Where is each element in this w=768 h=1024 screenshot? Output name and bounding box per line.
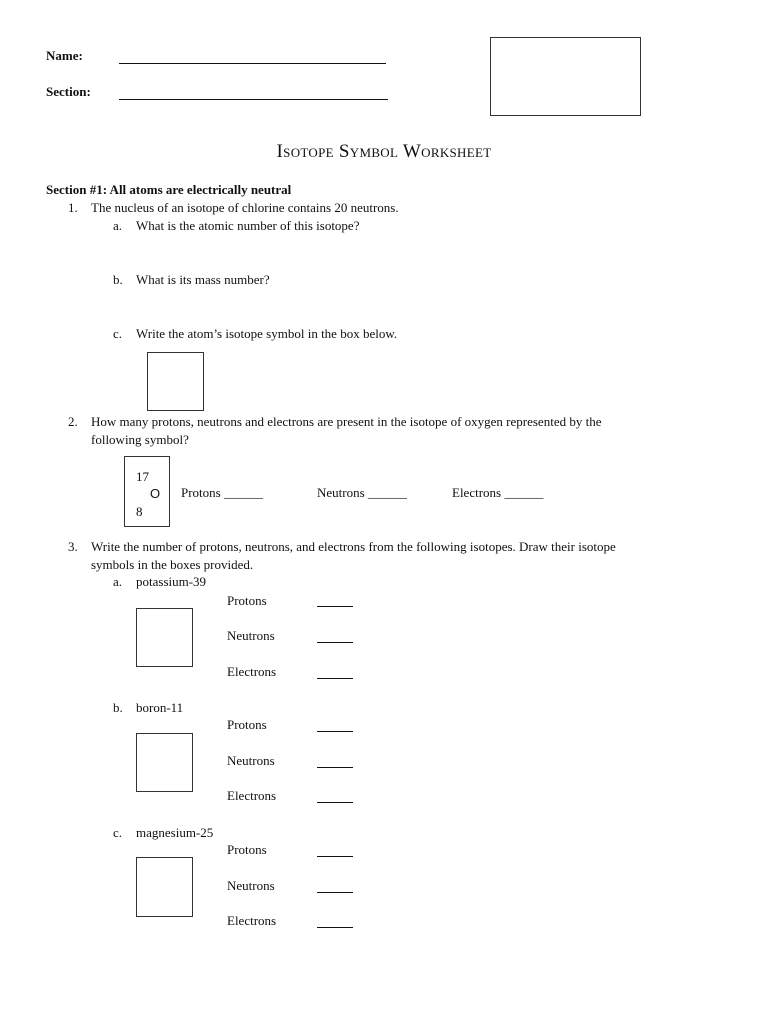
q3a-text: potassium-39 (136, 574, 207, 589)
oxygen-symbol-box (124, 456, 170, 527)
q3a-neutrons-label: Neutrons (227, 628, 275, 643)
q3c-answer-box[interactable] (136, 857, 193, 917)
q1b-letter: b. (113, 272, 123, 287)
q3b-neutrons-blank[interactable] (317, 767, 353, 768)
q3a-letter: a. (113, 574, 123, 589)
q3b-protons-blank[interactable] (317, 731, 353, 732)
q2-text-line2: following symbol? (91, 432, 189, 447)
q3c-protons-label: Protons (227, 842, 267, 857)
q1-answer-box[interactable] (147, 352, 204, 411)
section-field[interactable] (119, 99, 388, 100)
page-title: Isotope Symbol Worksheet (276, 141, 492, 162)
name-label: Name: (46, 48, 83, 63)
q1c-letter: c. (113, 326, 123, 341)
q1c-text: Write the atom’s isotope symbol in the box below. (136, 326, 398, 341)
q3-number: 3. (68, 539, 78, 554)
q3c-electrons-label: Electrons (227, 913, 277, 928)
q1b-text: What is its mass number? (136, 272, 270, 287)
q3b-neutrons-label: Neutrons (227, 753, 275, 768)
q2-number: 2. (68, 414, 78, 429)
q3-text-line1: Write the number of protons, neutrons, and electrons from the following isotopes. Draw their isotope (91, 539, 616, 554)
q3a-electrons-blank[interactable] (317, 678, 353, 679)
section-heading: Section #1: All atoms are electrically neutral (46, 182, 292, 197)
q3c-letter: c. (113, 825, 123, 840)
q1a-text: What is the atomic number of this isotope? (136, 218, 360, 233)
q3b-protons-label: Protons (227, 717, 267, 732)
q1a-letter: a. (113, 218, 123, 233)
q1-text: The nucleus of an isotope of chlorine contains 20 neutrons. (91, 200, 399, 215)
q2-electrons[interactable]: Electrons ______ (452, 485, 544, 500)
atomic-number: 8 (136, 504, 143, 519)
section-label: Section: (46, 84, 91, 99)
q3c-neutrons-label: Neutrons (227, 878, 275, 893)
q3a-neutrons-blank[interactable] (317, 642, 353, 643)
q3c-text: magnesium-25 (136, 825, 214, 840)
q2-neutrons[interactable]: Neutrons ______ (317, 485, 407, 500)
q3c-neutrons-blank[interactable] (317, 892, 353, 893)
element-symbol: O (150, 486, 161, 501)
q3a-protons-label: Protons (227, 593, 267, 608)
name-field[interactable] (119, 63, 386, 64)
q3a-protons-blank[interactable] (317, 606, 353, 607)
q3c-protons-blank[interactable] (317, 856, 353, 857)
q3b-answer-box[interactable] (136, 733, 193, 792)
q2-text-line1: How many protons, neutrons and electrons are present in the isotope of oxygen represented by the (91, 414, 602, 429)
q3c-electrons-blank[interactable] (317, 927, 353, 928)
q3b-text: boron-11 (136, 700, 184, 715)
q3-text-line2: symbols in the boxes provided. (91, 557, 254, 572)
q3b-electrons-label: Electrons (227, 788, 277, 803)
q1-number: 1. (68, 200, 78, 215)
score-box[interactable] (490, 37, 641, 116)
q2-protons[interactable]: Protons ______ (181, 485, 263, 500)
q3a-electrons-label: Electrons (227, 664, 277, 679)
q3b-letter: b. (113, 700, 123, 715)
mass-number: 17 (136, 469, 149, 484)
q3b-electrons-blank[interactable] (317, 802, 353, 803)
q3a-answer-box[interactable] (136, 608, 193, 667)
